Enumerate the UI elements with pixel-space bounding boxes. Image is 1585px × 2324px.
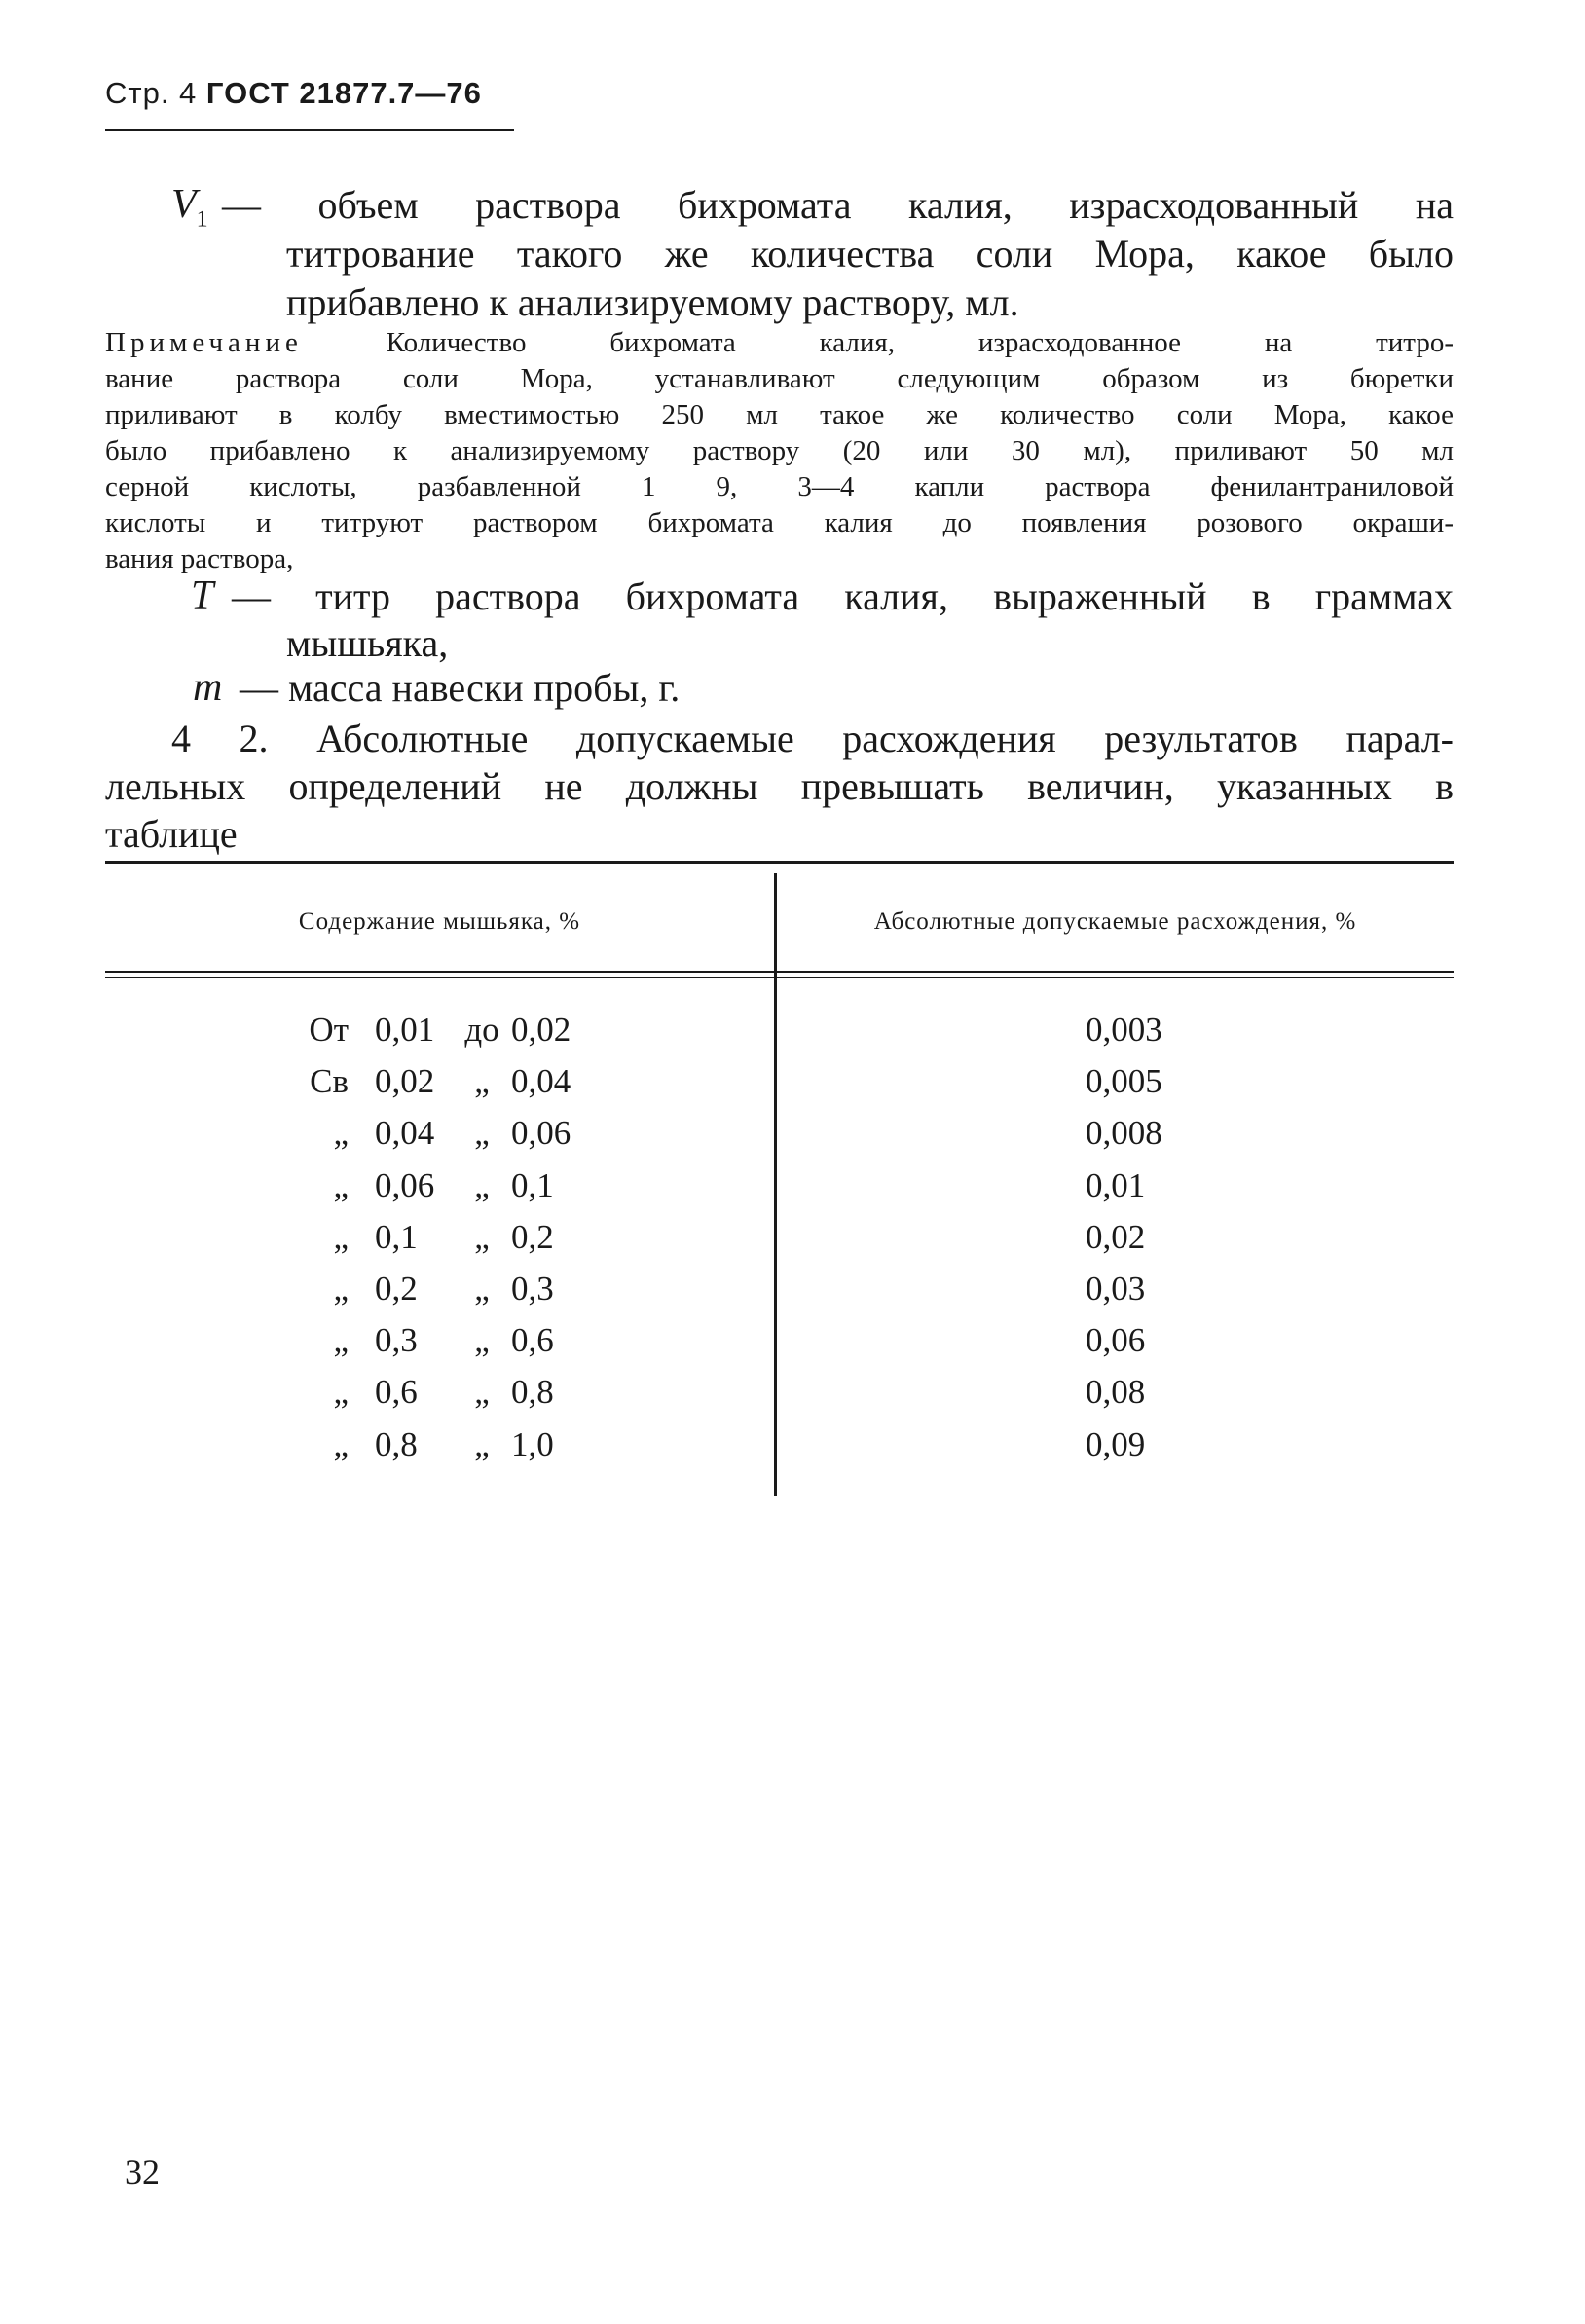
row-to-value: 0,06 — [511, 1114, 571, 1152]
row-separator: „ — [474, 1114, 490, 1152]
row-separator: „ — [474, 1218, 490, 1256]
row-discrepancy-value: 0,003 — [1086, 1011, 1162, 1049]
v1-definition-line-3: прибавлено к анализируемому раствору, мл. — [286, 280, 1019, 324]
clause-line-3: таблице — [105, 812, 238, 856]
row-from-value: 0,06 — [375, 1166, 435, 1204]
page-header — [105, 76, 482, 111]
row-to-value: 0,04 — [511, 1062, 571, 1100]
table-header-discrepancy: Абсолютные допускаемые расхождения, % — [873, 908, 1357, 935]
m-definition: — масса навески пробы, г. — [240, 666, 681, 710]
row-from-value: 0,2 — [375, 1270, 418, 1308]
note-line-1: Примечание Количество бихромата калия, израсходованное на титро- — [105, 327, 1454, 358]
row-to-value: 0,8 — [511, 1373, 554, 1411]
row-discrepancy-value: 0,03 — [1086, 1270, 1146, 1308]
table-header-rule-1 — [105, 971, 1454, 973]
note-line-3: приливают в колбу вместимостью 250 мл такое же количество соли Мора, какое — [105, 399, 1454, 430]
row-to-value: 0,6 — [511, 1321, 554, 1359]
row-prefix: „ — [333, 1114, 349, 1152]
v1-definition-line-1: — объем раствора бихромата калия, израсходованный на — [222, 183, 1454, 227]
table-column-divider — [774, 873, 777, 1496]
t-definition-line-2: мышьяка, — [286, 621, 449, 665]
page-number: 32 — [125, 2153, 160, 2192]
standard-title: ГОСТ 21877.7—76 — [205, 76, 482, 110]
row-discrepancy-value: 0,08 — [1086, 1373, 1146, 1411]
row-to-value: 0,02 — [511, 1011, 571, 1049]
note-line-2: вание раствора соли Мора, устанавливают следующим образом из бюретки — [105, 363, 1454, 394]
row-prefix: „ — [333, 1270, 349, 1308]
table-top-rule — [105, 861, 1454, 864]
row-separator: „ — [474, 1321, 490, 1359]
row-from-value: 0,3 — [375, 1321, 418, 1359]
row-to-value: 0,1 — [511, 1166, 554, 1204]
row-from-value: 0,04 — [375, 1114, 435, 1152]
symbol-m: m — [193, 665, 223, 710]
row-from-value: 0,01 — [375, 1011, 435, 1049]
row-discrepancy-value: 0,01 — [1086, 1166, 1146, 1204]
row-separator: до — [464, 1011, 499, 1049]
row-prefix: „ — [333, 1425, 349, 1463]
note-line-4: было прибавлено к анализируемому раствору (20 или 30 мл), приливают 50 мл — [105, 435, 1454, 466]
row-discrepancy-value: 0,06 — [1086, 1321, 1146, 1359]
clause-4-2 — [105, 715, 1454, 858]
v1-definition-line-2: титрование такого же количества соли Мора, какое было — [286, 232, 1454, 276]
row-prefix: От — [309, 1011, 349, 1049]
row-discrepancy-value: 0,008 — [1086, 1114, 1162, 1152]
symbol-t: T — [191, 573, 214, 618]
row-from-value: 0,02 — [375, 1062, 435, 1100]
row-prefix: „ — [333, 1166, 349, 1204]
note-line-6: кислоты и титруют раствором бихромата калия до появления розового окраши- — [105, 507, 1454, 538]
row-to-value: 0,2 — [511, 1218, 554, 1256]
row-discrepancy-value: 0,005 — [1086, 1062, 1162, 1100]
header-rule — [105, 129, 514, 131]
row-prefix: Св — [310, 1062, 349, 1100]
clause-line-1: 4 2. Абсолютные допускаемые расхождения результатов парал- — [171, 717, 1454, 760]
row-separator: „ — [474, 1425, 490, 1463]
row-prefix: „ — [333, 1321, 349, 1359]
clause-line-2: лельных определений не должны превышать величин, указанных в — [105, 764, 1454, 808]
row-from-value: 0,6 — [375, 1373, 418, 1411]
note-block — [105, 325, 1454, 577]
symbol-v1: $V_1$ — [171, 182, 208, 233]
note-label: Примечание — [105, 327, 303, 358]
note-line-7: вания раствора, — [105, 543, 294, 574]
row-separator: „ — [474, 1166, 490, 1204]
table-header-content: Содержание мышьяка, % — [298, 908, 581, 935]
row-from-value: 0,1 — [375, 1218, 418, 1256]
row-from-value: 0,8 — [375, 1425, 418, 1463]
row-to-value: 0,3 — [511, 1270, 554, 1308]
table-header-rule-2 — [105, 977, 1454, 978]
row-separator: „ — [474, 1062, 490, 1100]
row-separator: „ — [474, 1270, 490, 1308]
row-prefix: „ — [333, 1373, 349, 1411]
row-discrepancy-value: 0,09 — [1086, 1425, 1146, 1463]
row-prefix: „ — [333, 1218, 349, 1256]
row-to-value: 1,0 — [511, 1425, 554, 1463]
t-definition-line-1: — титр раствора бихромата калия, выраженный в граммах — [232, 574, 1454, 618]
note-line-5: серной кислоты, разбавленной 1 9, 3—4 капли раствора фенилантраниловой — [105, 471, 1454, 502]
row-discrepancy-value: 0,02 — [1086, 1218, 1146, 1256]
row-separator: „ — [474, 1373, 490, 1411]
page-label: Стр. 4 — [105, 76, 198, 110]
